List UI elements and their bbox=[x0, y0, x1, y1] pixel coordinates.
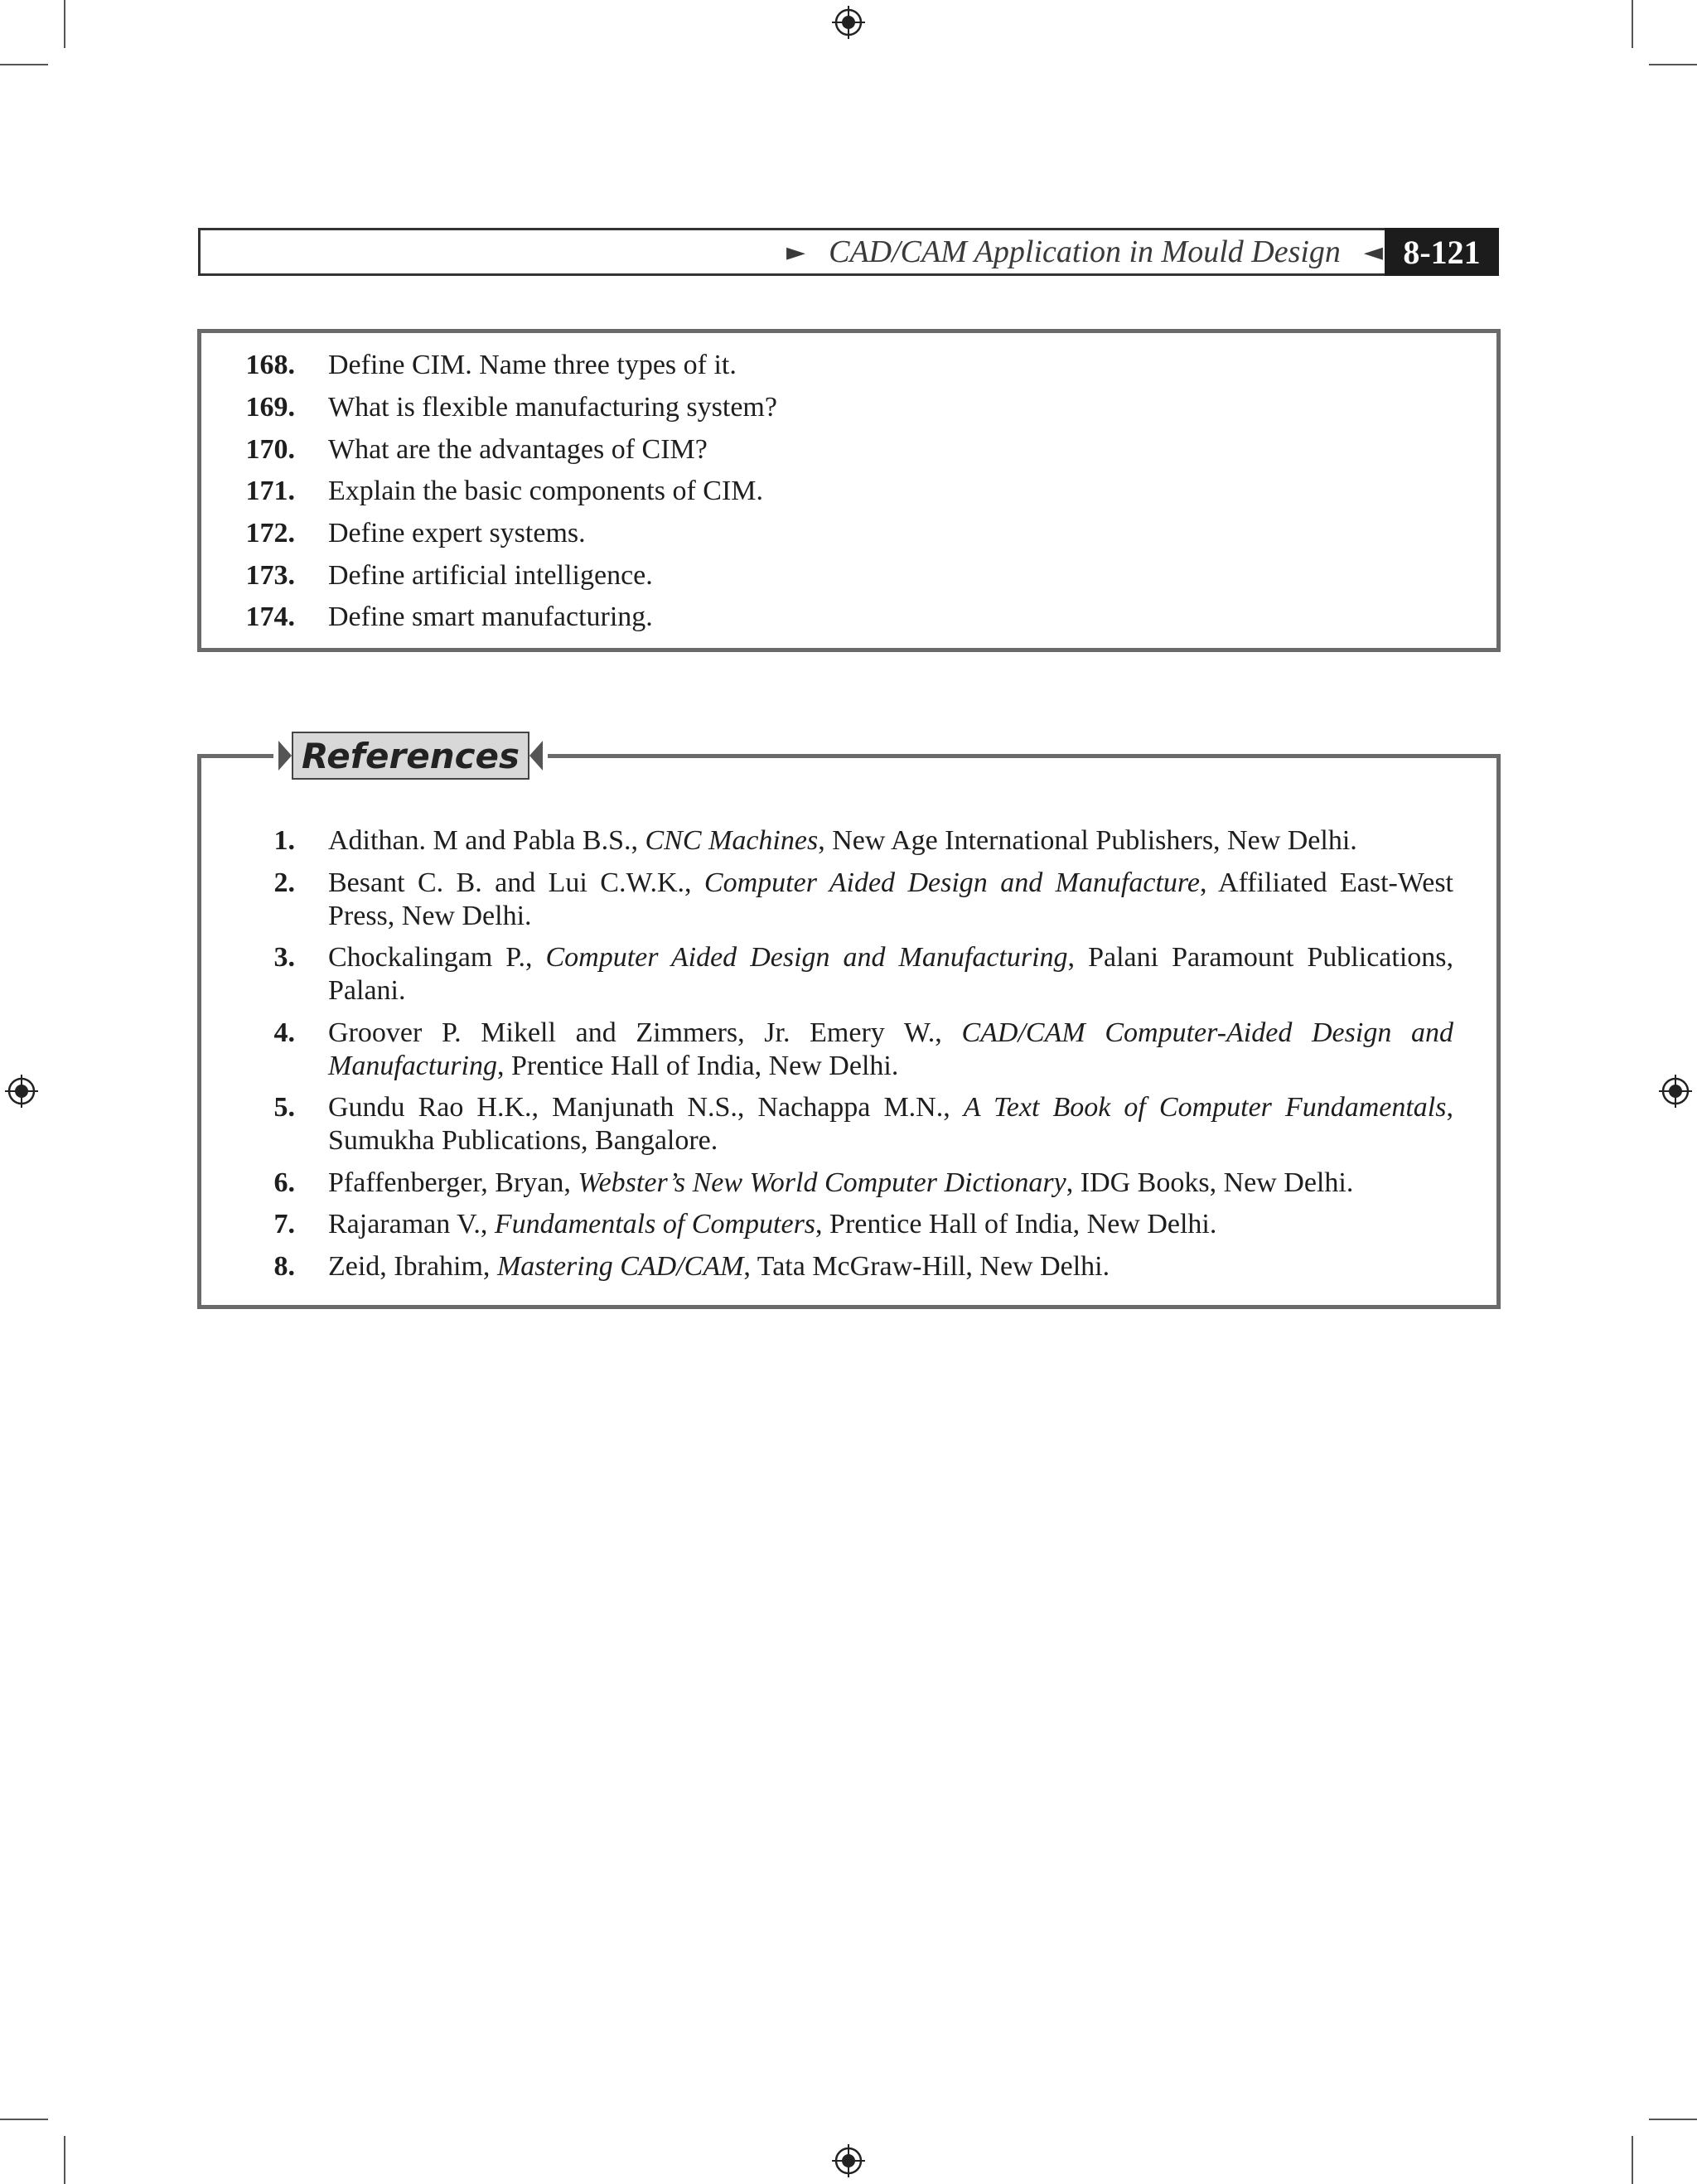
reference-title: Fundamentals of Computers bbox=[494, 1209, 816, 1239]
reference-publisher: , New Age International Publishers, New Delhi. bbox=[818, 825, 1357, 856]
crop-mark bbox=[64, 0, 65, 48]
reference-item bbox=[201, 867, 1496, 933]
reference-list bbox=[201, 824, 1496, 1292]
reference-item bbox=[201, 941, 1496, 1007]
reference-number: 4. bbox=[273, 1017, 295, 1048]
reference-item bbox=[201, 1091, 1496, 1157]
reference-authors: Besant C. B. and Lui C.W.K., bbox=[328, 867, 704, 898]
question-text: Define smart manufacturing. bbox=[328, 602, 653, 633]
question-list bbox=[201, 345, 777, 639]
crop-mark bbox=[64, 2136, 65, 2184]
question-item bbox=[201, 428, 777, 471]
question-text: Define expert systems. bbox=[328, 518, 586, 549]
reference-text bbox=[328, 824, 1453, 858]
reference-item bbox=[201, 1167, 1496, 1200]
reference-title: Webster’s New World Computer Dictionary bbox=[578, 1167, 1066, 1198]
reference-publisher: , Prentice Hall of India, New Delhi. bbox=[815, 1209, 1217, 1239]
reference-number: 5. bbox=[273, 1092, 295, 1123]
reference-authors: Chockalingam P., bbox=[328, 942, 546, 973]
question-item bbox=[201, 345, 777, 387]
crop-mark bbox=[1632, 0, 1633, 48]
references-heading-tab bbox=[273, 732, 548, 780]
reference-number: 2. bbox=[273, 867, 295, 898]
reference-text bbox=[328, 1017, 1453, 1083]
references-box bbox=[197, 754, 1501, 1309]
question-number: 171. bbox=[245, 476, 295, 507]
reference-publisher: , Tata McGraw-Hill, New Delhi. bbox=[743, 1250, 1110, 1282]
reference-item bbox=[201, 1208, 1496, 1241]
reference-number: 3. bbox=[273, 942, 295, 973]
crop-mark bbox=[1649, 64, 1697, 65]
registration-mark-icon bbox=[832, 2144, 865, 2177]
reference-text bbox=[328, 1091, 1453, 1157]
question-number: 172. bbox=[245, 518, 295, 549]
reference-authors: Adithan. M and Pabla B.S., bbox=[328, 825, 645, 856]
question-item bbox=[201, 513, 777, 555]
reference-publisher: , Sumukha Publications, Bangalore. bbox=[328, 1092, 1453, 1156]
reference-title: A Text Book of Computer Fundamentals bbox=[963, 1092, 1447, 1123]
reference-text bbox=[328, 1167, 1453, 1200]
crop-mark bbox=[0, 64, 48, 65]
registration-mark-icon bbox=[5, 1075, 38, 1108]
reference-publisher: , Palani Paramount Publications, Palani. bbox=[328, 942, 1453, 1006]
reference-text bbox=[328, 1250, 1453, 1283]
crop-mark bbox=[1649, 2119, 1697, 2120]
registration-mark-icon bbox=[1659, 1075, 1692, 1108]
crop-mark bbox=[1632, 2136, 1633, 2184]
question-item bbox=[201, 597, 777, 639]
reference-text bbox=[328, 941, 1453, 1007]
reference-title: Computer Aided Design and Manufacture bbox=[703, 867, 1200, 898]
reference-title: CAD/CAM Computer-Aided Design and Manufacturing bbox=[328, 1017, 1453, 1081]
reference-number: 1. bbox=[273, 825, 295, 856]
reference-number: 8. bbox=[273, 1250, 295, 1282]
reference-publisher: , IDG Books, New Delhi. bbox=[1066, 1167, 1354, 1198]
reference-item bbox=[201, 1250, 1496, 1283]
question-text: Define CIM. Name three types of it. bbox=[328, 350, 737, 381]
reference-title: Mastering CAD/CAM bbox=[496, 1250, 744, 1282]
question-number: 170. bbox=[245, 433, 295, 465]
registration-mark-icon bbox=[832, 6, 865, 39]
reference-item bbox=[201, 1017, 1496, 1083]
question-item bbox=[201, 554, 777, 597]
question-text: What is flexible manufacturing system? bbox=[328, 392, 777, 423]
reference-publisher: , Affiliated East-West Press, New Delhi. bbox=[328, 867, 1453, 931]
reference-text bbox=[328, 1208, 1453, 1241]
running-header bbox=[198, 228, 1499, 276]
header-title-group bbox=[786, 230, 1383, 273]
right-pointer-icon: ► bbox=[786, 237, 806, 267]
reference-authors: Zeid, Ibrahim, bbox=[328, 1250, 497, 1282]
question-item bbox=[201, 471, 777, 513]
reference-authors: Groover P. Mikell and Zimmers, Jr. Emery W., bbox=[328, 1017, 962, 1048]
reference-publisher: , Prentice Hall of India, New Delhi. bbox=[496, 1050, 899, 1081]
reference-number: 6. bbox=[273, 1167, 295, 1198]
question-number: 169. bbox=[245, 392, 295, 423]
reference-authors: Pfaffenberger, Bryan, bbox=[328, 1167, 578, 1198]
question-text: Define artificial intelligence. bbox=[328, 559, 653, 591]
chapter-title: CAD/CAM Application in Mould Design bbox=[829, 234, 1341, 269]
reference-number: 7. bbox=[273, 1209, 295, 1239]
question-item bbox=[201, 387, 777, 429]
reference-title: CNC Machines bbox=[645, 825, 819, 856]
question-number: 174. bbox=[245, 602, 295, 633]
reference-item bbox=[201, 824, 1496, 858]
question-number: 173. bbox=[245, 559, 295, 591]
question-text: Explain the basic components of CIM. bbox=[328, 476, 764, 507]
question-text: What are the advantages of CIM? bbox=[328, 433, 708, 465]
left-pointer-icon: ◄ bbox=[1363, 237, 1383, 267]
review-questions-box bbox=[197, 329, 1501, 652]
reference-authors: Rajaraman V., bbox=[328, 1209, 495, 1239]
right-triangle-icon bbox=[278, 741, 292, 771]
page-number: 8-121 bbox=[1385, 228, 1499, 276]
references-heading: References bbox=[292, 732, 529, 780]
crop-mark bbox=[0, 2119, 48, 2120]
question-number: 168. bbox=[245, 350, 295, 381]
reference-title: Computer Aided Design and Manufacturing bbox=[545, 942, 1068, 973]
reference-authors: Gundu Rao H.K., Manjunath N.S., Nachappa M.N., bbox=[328, 1092, 964, 1123]
reference-text bbox=[328, 867, 1453, 933]
left-triangle-icon bbox=[529, 741, 543, 771]
